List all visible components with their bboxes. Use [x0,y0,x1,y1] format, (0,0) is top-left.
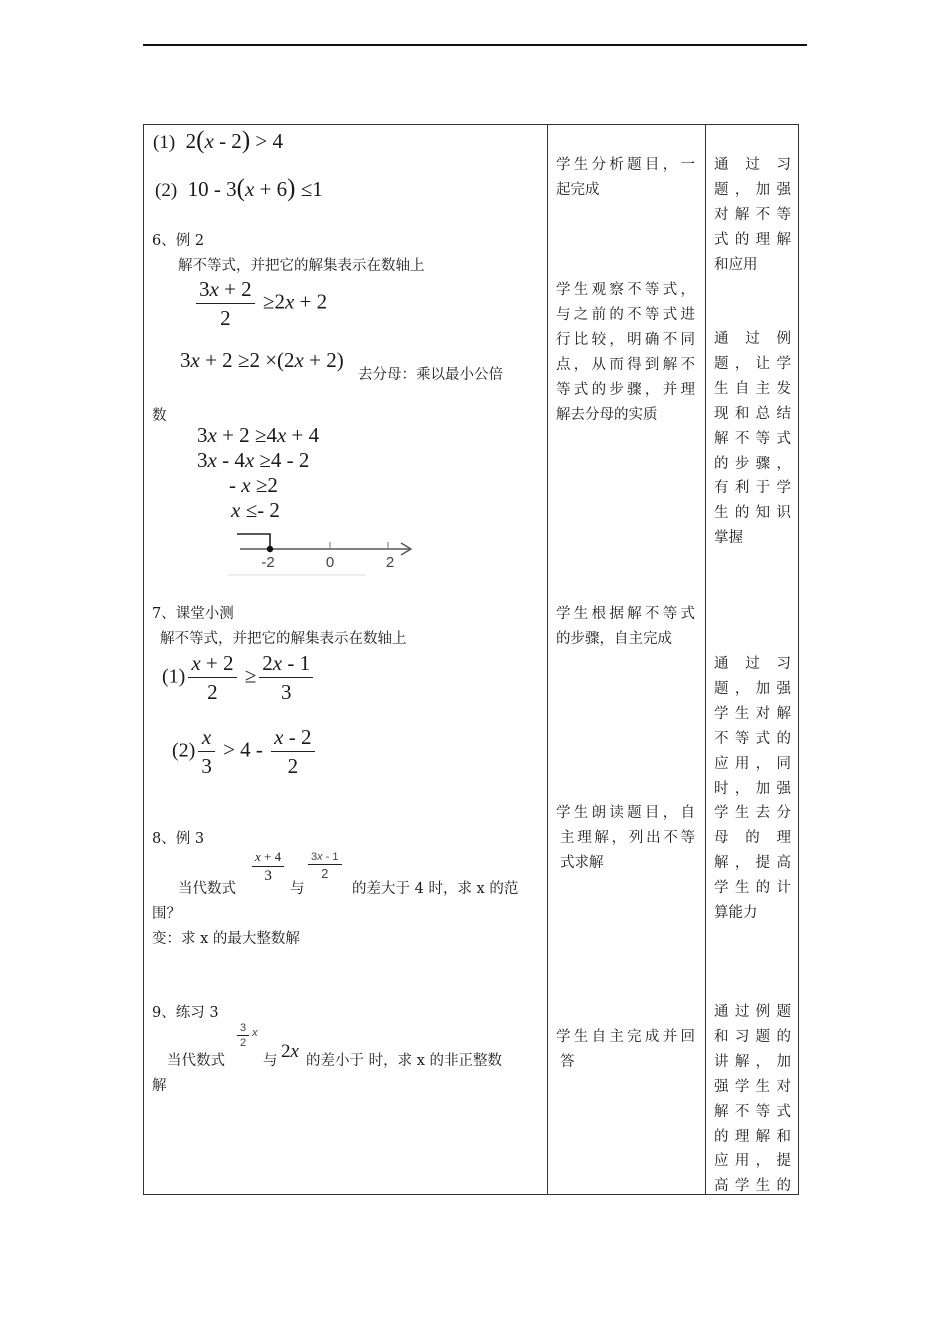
example-3-text-a: 当代数式 [178,881,236,897]
practice-3-text-c: 的差小于 时，求 x 的非正整数 [306,1053,503,1069]
activity-4: 学生朗读题目，自 主理解，列出不等 式求解 [556,805,695,871]
section-6-title: 6、例 2 [152,233,205,249]
intent-4: 通过例题 和习题的 讲解，加 强学生对 解不等式 的理解和 应用，提 高学生的 [714,1004,791,1195]
axis-label-2: 2 [385,554,395,571]
section-8-title: 8、例 3 [152,831,205,847]
intent-1: 通过习 题，加强 对解不等 式的理解 和应用 [714,157,791,273]
exercise-1-formula: (1) 2(x - 2) > 4 [153,127,283,154]
axis-label-0: 0 [325,554,335,571]
solution-ray [237,534,270,550]
example-2-step-2: 3x + 2 ≥4x + 4 [197,423,320,447]
practice-3-fraction: $\frac{3}{2}$ $^x$ [234,1022,258,1049]
section-6-description: 解不等式，并把它的解集表示在数轴上 [178,258,425,274]
column-divider-1 [547,125,548,1194]
example-3-fraction-1: $\frac{x + 4}{3}$ [249,849,287,885]
example-3-fraction-2: $\frac{3x - 1}{2}$ [305,851,345,881]
example-2-inequality: $\frac{3x + 2}{2}$ ≥2x + 2 [193,276,327,331]
activity-2: 学生观察不等式， 与之前的不等式进 行比较，明确不同 点，从而得到解不 等式的步骤，并理 解去分母的实质 [556,282,695,423]
step-note-line-2: 数 [152,408,167,424]
number-line-diagram [225,528,425,578]
section-9-title: 9、练习 3 [152,1005,219,1021]
intent-3: 通过习 题，加强 学生对解 不等式的 应用，同 时，加强 学生去分 母的理 解，提高 学生的计 算能力 [714,656,791,922]
example-3-text-b: 与 [290,881,305,897]
section-7-title: 7、课堂小测 [152,606,234,622]
quiz-2-inequality: (2) $\frac{x}{3}$ > 4 - $\frac{x - 2}{2}$ [172,724,318,779]
spacer [400,554,418,575]
example-2-step-4: - x ≥2 [229,473,278,497]
practice-3-text-d: 解 [152,1078,167,1094]
activity-1: 学生分析题目，一 起完成 [556,157,695,198]
activity-3: 学生根据解不等式 的步骤，自主完成 [556,606,695,647]
practice-3-text-a: 当代数式 [167,1053,225,1069]
example-2-step-1: 3x + 2 ≥2 ×(2x + 2) [180,348,344,372]
example-3-text-c: 的差大于 4 时，求 x 的范 [352,881,519,897]
example-3-variation: 变：求 x 的最大整数解 [152,931,300,947]
example-3-text-d: 围？ [152,906,181,922]
practice-3-expression: 2x [281,1041,299,1062]
practice-3-text-b: 与 [263,1053,278,1069]
quiz-1-inequality: (1) $\frac{x + 2}{2}$ ≥ $\frac{2x - 1}{3}$ [162,650,316,705]
column-divider-2 [705,125,706,1194]
example-2-step-5: x ≤- 2 [231,498,280,522]
intent-2: 通过例 题，让学 生自主发 现和总结 解不等式 的步骤， 有利于学 生的知识 掌握 [714,331,791,547]
exercise-2-formula: (2) 10 - 3(x + 6) ≤1 [155,175,323,202]
axis-label-neg2: -2 [261,554,275,571]
endpoint-dot [267,546,273,552]
section-7-description: 解不等式，并把它的解集表示在数轴上 [160,631,407,647]
step-note-line-1: 去分母：乘以最小公倍 [358,367,503,383]
activity-5: 学生自主完成并回 答 [556,1029,695,1070]
header-rule [143,44,807,46]
example-2-step-3: 3x - 4x ≥4 - 2 [197,448,310,472]
